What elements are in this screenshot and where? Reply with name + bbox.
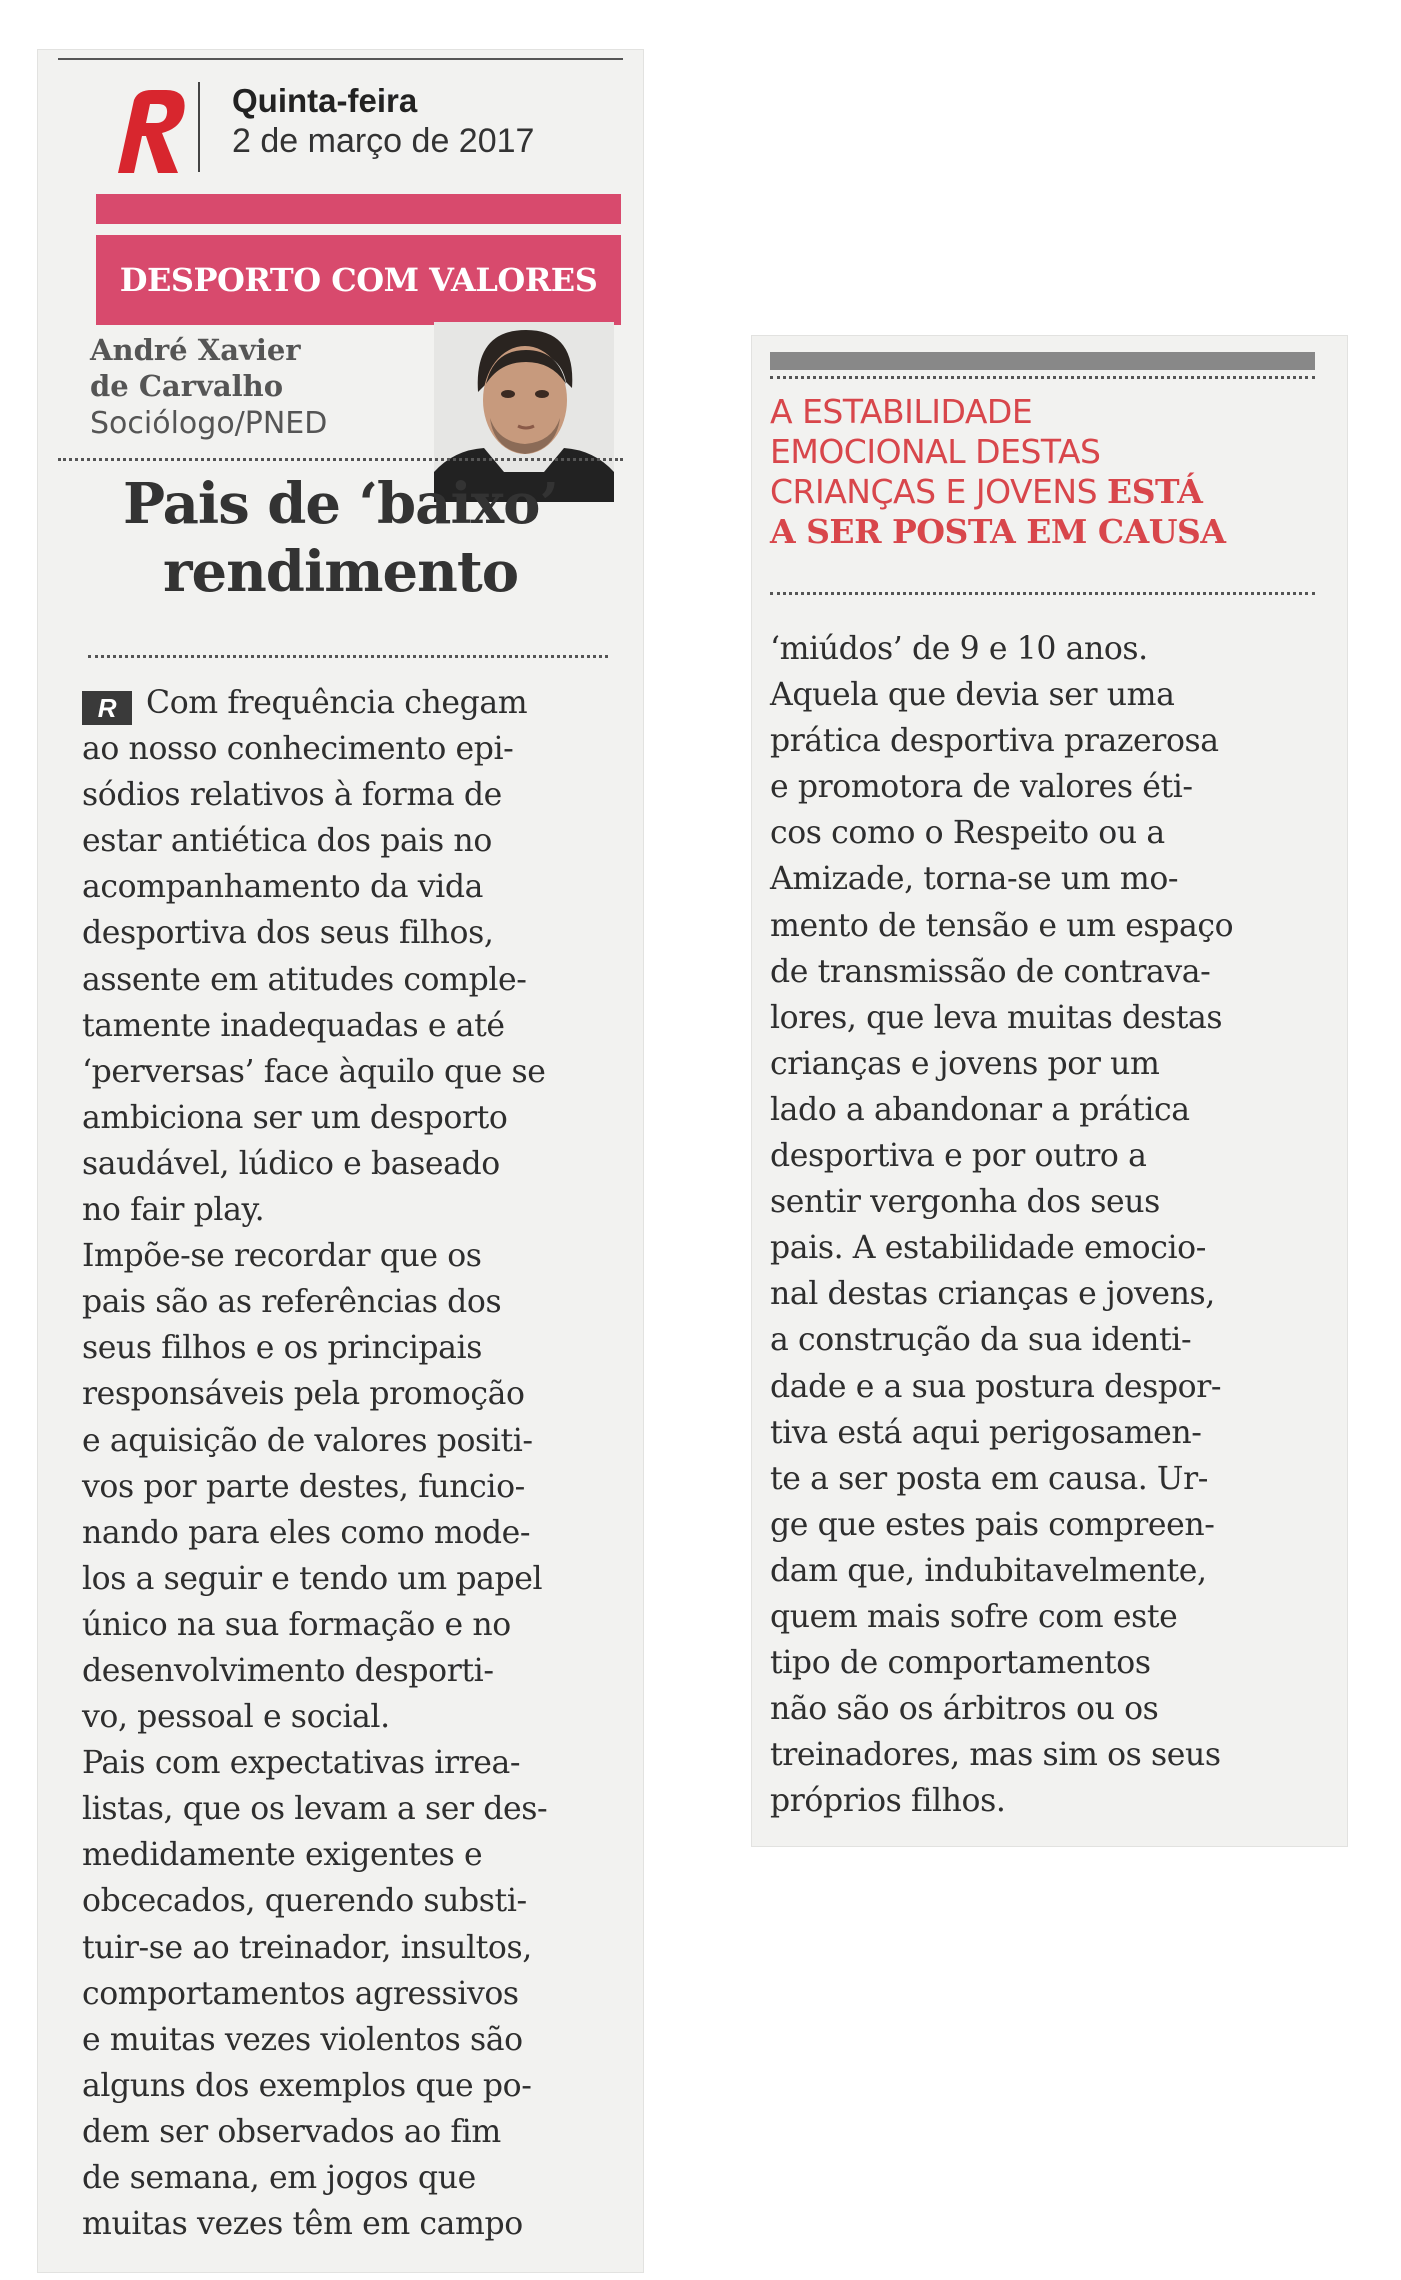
date-divider: [198, 82, 200, 172]
body-line: [82, 1003, 547, 1049]
body-line-text: Amizade, torna-se um mo-: [770, 861, 1179, 898]
body-line-text: de transmissão de contrava-: [770, 953, 1211, 990]
body-line: [770, 1225, 1233, 1271]
body-line-text: Aquela que devia ser uma: [770, 677, 1175, 714]
newspaper-logo: [100, 78, 200, 188]
body-line-text: listas, que os levam a ser des-: [82, 1791, 548, 1828]
body-line-text: pais são as referências dos: [82, 1284, 502, 1321]
body-line-text: prática desportiva prazerosa: [770, 723, 1219, 760]
body-line: [770, 1456, 1233, 1502]
newspaper-clipping-right: [752, 336, 1347, 1846]
body-line: [770, 626, 1233, 672]
body-line: [770, 1087, 1233, 1133]
issue-date: 2 de março de 2017: [232, 122, 535, 160]
body-line-text: desenvolvimento desporti-: [82, 1652, 494, 1689]
body-line: [82, 1602, 547, 1648]
body-line-text: nando para eles como mode-: [82, 1514, 531, 1551]
body-line: [82, 1049, 547, 1095]
author-dotted-rule: [58, 458, 623, 461]
body-line-text: tipo de comportamentos: [770, 1645, 1151, 1682]
body-line: [82, 1832, 547, 1878]
headline-line1: Pais de ‘baixo’: [123, 471, 558, 537]
pullquote-line3-text: CRIANÇAS E JOVENS: [770, 472, 1098, 511]
body-line-text: sentir vergonha dos seus: [770, 1184, 1160, 1221]
body-line: [770, 1732, 1233, 1778]
body-line: [770, 856, 1233, 902]
body-line-text: tuir-se ao treinador, insultos,: [82, 1929, 532, 1966]
body-line-text: te a ser posta em causa. Ur-: [770, 1460, 1208, 1497]
body-line: [770, 672, 1233, 718]
body-line-text: desportiva dos seus filhos,: [82, 915, 494, 952]
body-line: [770, 718, 1233, 764]
body-line: [82, 1786, 547, 1832]
body-line: [82, 1510, 547, 1556]
right-top-bar: [770, 352, 1315, 370]
masthead-rule: [58, 58, 623, 60]
body-line-text: estar antiética dos pais no: [82, 823, 492, 860]
body-line: [82, 1648, 547, 1694]
body-line: [82, 1279, 547, 1325]
pullquote-line2: EMOCIONAL DESTAS: [770, 432, 1101, 471]
body-line: [770, 1640, 1233, 1686]
body-line-text: ‘perversas’ face àquilo que se: [82, 1053, 546, 1090]
issue-weekday: Quinta-feira: [232, 82, 418, 119]
body-line-text: saudável, lúdico e baseado: [82, 1145, 500, 1182]
body-line: [82, 1556, 547, 1602]
body-line: [770, 1778, 1233, 1824]
pullquote-line3-bold: ESTÁ: [1107, 472, 1203, 511]
body-line: [82, 1418, 547, 1464]
body-line: [82, 1095, 547, 1141]
body-line: [82, 1233, 547, 1279]
body-line: [82, 1740, 547, 1786]
body-line: [82, 864, 547, 910]
body-line: [82, 680, 547, 726]
body-line: [82, 2109, 547, 2155]
article-start-marker-icon: R: [82, 691, 132, 725]
body-line-text: mento de tensão e um espaço: [770, 907, 1234, 944]
pullquote-line4: [770, 512, 1330, 552]
body-line-text: assente em atitudes comple-: [82, 961, 527, 998]
body-line-text: tamente inadequadas e até: [82, 1007, 505, 1044]
pull-quote: [770, 392, 1330, 552]
section-top-bar: [96, 194, 621, 224]
article-body-left: [82, 680, 547, 2247]
body-line-text: vo, pessoal e social.: [82, 1699, 390, 1736]
section-banner: [96, 235, 621, 325]
body-line: [770, 1686, 1233, 1732]
body-line: [82, 1464, 547, 1510]
body-line: [82, 957, 547, 1003]
body-line-text: alguns dos exemplos que po-: [82, 2067, 532, 2104]
body-line: [770, 810, 1233, 856]
body-line: [770, 1548, 1233, 1594]
pullquote-line4-bold: A SER POSTA EM CAUSA: [770, 512, 1226, 551]
body-line-text: quem mais sofre com este: [770, 1598, 1178, 1635]
body-line-text: obcecados, querendo substi-: [82, 1883, 527, 1920]
body-line-text: ge que estes pais compreen-: [770, 1506, 1215, 1543]
body-line: [82, 1694, 547, 1740]
body-line-text: muitas vezes têm em campo: [82, 2206, 523, 2243]
body-line: [770, 1041, 1233, 1087]
body-line: [770, 1317, 1233, 1363]
body-line: [82, 2017, 547, 2063]
body-line: [82, 1141, 547, 1187]
body-line-text: tiva está aqui perigosamen-: [770, 1414, 1202, 1451]
author-role: Sociólogo/PNED: [90, 406, 328, 441]
body-line: [82, 726, 547, 772]
body-line: [82, 772, 547, 818]
body-line: [770, 903, 1233, 949]
body-line-text: lado a abandonar a prática: [770, 1091, 1190, 1128]
body-line-text: e promotora de valores éti-: [770, 769, 1193, 806]
body-line-text: dam que, indubitavelmente,: [770, 1552, 1207, 1589]
body-line-text: seus filhos e os principais: [82, 1330, 482, 1367]
body-line-text: medidamente exigentes e: [82, 1837, 483, 1874]
body-line: [770, 1594, 1233, 1640]
article-headline: [78, 470, 603, 606]
pullquote-top-dotted-rule: [770, 376, 1315, 379]
body-line: [82, 1925, 547, 1971]
body-line-text: crianças e jovens por um: [770, 1045, 1160, 1082]
body-line-text: Impõe-se recordar que os: [82, 1238, 482, 1275]
body-line-text: lores, que leva muitas destas: [770, 999, 1223, 1036]
section-label: DESPORTO COM VALORES: [119, 261, 598, 299]
body-line: [82, 910, 547, 956]
body-line: [770, 1271, 1233, 1317]
body-line: [770, 1133, 1233, 1179]
body-line-text: Pais com expectativas irrea-: [82, 1745, 521, 1782]
body-line: [82, 1325, 547, 1371]
author-name-line1: André Xavier: [90, 333, 301, 367]
body-line-text: acompanhamento da vida: [82, 869, 483, 906]
body-line: [770, 1410, 1233, 1456]
body-line-text: comportamentos agressivos: [82, 1975, 519, 2012]
body-line-text: desportiva e por outro a: [770, 1138, 1147, 1175]
body-line-text: cos como o Respeito ou a: [770, 815, 1165, 852]
body-line-text: Com frequência chegam: [146, 685, 528, 721]
headline-line2: rendimento: [162, 539, 519, 605]
body-line-text: e aquisição de valores positi-: [82, 1422, 533, 1459]
body-line-text: los a seguir e tendo um papel: [82, 1560, 543, 1597]
body-line-text: não são os árbitros ou os: [770, 1691, 1159, 1728]
article-body-right: [770, 626, 1233, 1824]
body-line: [770, 1179, 1233, 1225]
body-line: [82, 1187, 547, 1233]
body-line-text: único na sua formação e no: [82, 1606, 511, 1643]
author-name: [90, 332, 350, 404]
pullquote-line1: A ESTABILIDADE: [770, 392, 1033, 431]
body-line-text: dade e a sua postura despor-: [770, 1368, 1222, 1405]
body-line-text: e muitas vezes violentos são: [82, 2021, 523, 2058]
body-line: [770, 1502, 1233, 1548]
body-line-text: sódios relativos à forma de: [82, 777, 502, 814]
body-line-text: a construção da sua identi-: [770, 1322, 1192, 1359]
body-line-text: ‘miúdos’ de 9 e 10 anos.: [770, 631, 1148, 667]
body-line: [82, 2155, 547, 2201]
body-line: [770, 764, 1233, 810]
body-line: [82, 1371, 547, 1417]
body-line-text: nal destas crianças e jovens,: [770, 1276, 1215, 1313]
body-line-text: ao nosso conhecimento epi-: [82, 731, 514, 768]
body-line-text: dem ser observados ao fim: [82, 2113, 501, 2150]
body-line: [82, 2063, 547, 2109]
body-line: [770, 949, 1233, 995]
body-line: [82, 1971, 547, 2017]
body-line: [82, 818, 547, 864]
body-line-text: próprios filhos.: [770, 1783, 1006, 1820]
author-name-line2: de Carvalho: [90, 369, 284, 403]
pullquote-bottom-dotted-rule: [770, 592, 1315, 595]
body-line: [82, 1878, 547, 1924]
body-line: [770, 995, 1233, 1041]
body-line-text: treinadores, mas sim os seus: [770, 1737, 1221, 1774]
body-line-text: pais. A estabilidade emocio-: [770, 1230, 1206, 1267]
body-line-text: de semana, em jogos que: [82, 2160, 476, 2196]
body-line-text: no fair play.: [82, 1192, 265, 1229]
body-line: [770, 1364, 1233, 1410]
body-line-text: vos por parte destes, funcio-: [82, 1468, 525, 1505]
headline-dotted-rule: [88, 655, 608, 658]
pullquote-line3: [770, 472, 1330, 512]
body-line-text: ambiciona ser um desporto: [82, 1099, 508, 1136]
body-line-text: responsáveis pela promoção: [82, 1376, 525, 1413]
newspaper-clipping-left: [38, 50, 643, 2272]
body-line: [82, 2201, 547, 2247]
